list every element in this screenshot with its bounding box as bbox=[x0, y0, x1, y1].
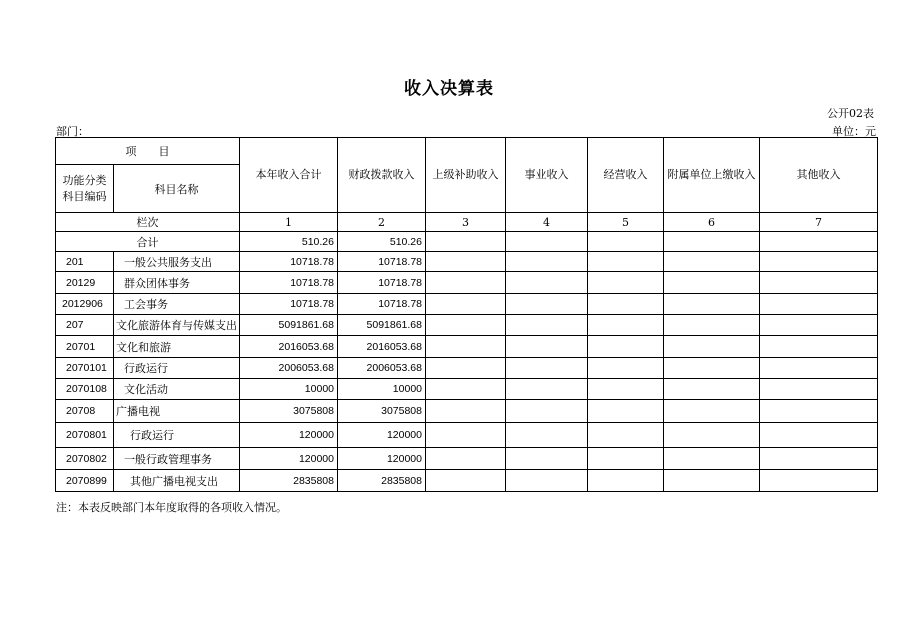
row-code: 207 bbox=[56, 315, 114, 336]
total-value bbox=[588, 232, 664, 252]
row-code: 2070108 bbox=[56, 379, 114, 400]
footnote: 注：本表反映部门本年度取得的各项收入情况。 bbox=[56, 501, 287, 514]
table-row bbox=[56, 336, 878, 358]
row-value bbox=[664, 336, 760, 358]
row-name: 行政运行 bbox=[114, 423, 240, 448]
row-value bbox=[588, 379, 664, 400]
table-row bbox=[56, 379, 878, 400]
lanci-row bbox=[56, 213, 878, 232]
row-value bbox=[664, 252, 760, 272]
row-value bbox=[588, 400, 664, 423]
table-row bbox=[56, 448, 878, 470]
header-col-4: 事业收入 bbox=[506, 138, 588, 213]
table-row bbox=[56, 315, 878, 336]
row-value bbox=[664, 358, 760, 379]
total-value bbox=[426, 232, 506, 252]
row-value bbox=[506, 423, 588, 448]
row-value bbox=[588, 448, 664, 470]
row-value bbox=[760, 252, 878, 272]
header-col-6: 附属单位上缴收入 bbox=[664, 138, 760, 213]
row-value: 120000 bbox=[240, 448, 338, 470]
row-value: 2835808 bbox=[338, 470, 426, 492]
total-value bbox=[664, 232, 760, 252]
table-row bbox=[56, 272, 878, 294]
header-name: 科目名称 bbox=[114, 165, 240, 213]
total-row bbox=[56, 232, 878, 252]
row-value bbox=[664, 423, 760, 448]
row-value bbox=[506, 379, 588, 400]
income-table bbox=[55, 137, 878, 492]
row-code: 2012906 bbox=[56, 294, 114, 315]
row-value bbox=[588, 252, 664, 272]
row-value bbox=[588, 470, 664, 492]
row-value bbox=[426, 336, 506, 358]
row-value bbox=[760, 272, 878, 294]
total-value bbox=[506, 232, 588, 252]
row-value bbox=[426, 448, 506, 470]
table-row bbox=[56, 423, 878, 448]
row-value bbox=[760, 379, 878, 400]
row-name: 群众团体事务 bbox=[114, 272, 240, 294]
col-number: 5 bbox=[588, 213, 664, 232]
table-row bbox=[56, 252, 878, 272]
row-value: 3075808 bbox=[338, 400, 426, 423]
col-number: 2 bbox=[338, 213, 426, 232]
header-item: 项 目 bbox=[56, 138, 240, 165]
header-col-7: 其他收入 bbox=[760, 138, 878, 213]
row-value: 2006053.68 bbox=[338, 358, 426, 379]
table-row bbox=[56, 470, 878, 492]
row-value bbox=[588, 336, 664, 358]
row-code: 2070801 bbox=[56, 423, 114, 448]
row-value bbox=[588, 294, 664, 315]
row-name: 行政运行 bbox=[114, 358, 240, 379]
header-col-1: 本年收入合计 bbox=[240, 138, 338, 213]
row-value bbox=[506, 358, 588, 379]
row-value bbox=[664, 294, 760, 315]
form-number: 公开02表 bbox=[827, 107, 874, 120]
row-value: 120000 bbox=[240, 423, 338, 448]
row-value bbox=[664, 448, 760, 470]
row-code: 2070899 bbox=[56, 470, 114, 492]
col-number: 1 bbox=[240, 213, 338, 232]
row-value: 120000 bbox=[338, 423, 426, 448]
row-value bbox=[664, 272, 760, 294]
row-value bbox=[760, 336, 878, 358]
row-code: 2070101 bbox=[56, 358, 114, 379]
row-name: 工会事务 bbox=[114, 294, 240, 315]
row-value: 10718.78 bbox=[338, 294, 426, 315]
row-code: 20129 bbox=[56, 272, 114, 294]
row-value bbox=[664, 400, 760, 423]
row-value bbox=[588, 272, 664, 294]
row-value: 3075808 bbox=[240, 400, 338, 423]
row-value: 2006053.68 bbox=[240, 358, 338, 379]
page-title: 收入决算表 bbox=[404, 79, 494, 99]
table-row bbox=[56, 400, 878, 423]
row-value: 2016053.68 bbox=[338, 336, 426, 358]
row-value: 5091861.68 bbox=[240, 315, 338, 336]
header-col-3: 上级补助收入 bbox=[426, 138, 506, 213]
row-value bbox=[588, 423, 664, 448]
row-value: 2835808 bbox=[240, 470, 338, 492]
row-value bbox=[426, 294, 506, 315]
row-value bbox=[426, 315, 506, 336]
row-code: 201 bbox=[56, 252, 114, 272]
row-value bbox=[426, 470, 506, 492]
row-value bbox=[760, 358, 878, 379]
row-value bbox=[760, 294, 878, 315]
row-name: 文化活动 bbox=[114, 379, 240, 400]
row-value bbox=[588, 358, 664, 379]
header-code: 功能分类科目编码 bbox=[56, 165, 114, 213]
header-col-5: 经营收入 bbox=[588, 138, 664, 213]
row-name: 文化和旅游 bbox=[114, 336, 240, 358]
unit-label: 单位：元 bbox=[832, 125, 876, 138]
row-value bbox=[664, 470, 760, 492]
row-value: 10718.78 bbox=[240, 252, 338, 272]
total-value: 510.26 bbox=[338, 232, 426, 252]
col-number: 4 bbox=[506, 213, 588, 232]
row-value bbox=[506, 400, 588, 423]
row-name: 一般行政管理事务 bbox=[114, 448, 240, 470]
row-value bbox=[426, 252, 506, 272]
row-value: 5091861.68 bbox=[338, 315, 426, 336]
row-value bbox=[426, 358, 506, 379]
row-name: 文化旅游体育与传媒支出 bbox=[114, 315, 240, 336]
row-code: 20708 bbox=[56, 400, 114, 423]
row-value bbox=[426, 272, 506, 294]
row-value bbox=[588, 315, 664, 336]
row-name: 一般公共服务支出 bbox=[114, 252, 240, 272]
row-value bbox=[760, 315, 878, 336]
row-value bbox=[506, 315, 588, 336]
row-value bbox=[506, 252, 588, 272]
row-value: 120000 bbox=[338, 448, 426, 470]
department-label: 部门： bbox=[56, 125, 89, 138]
row-value bbox=[506, 336, 588, 358]
row-value bbox=[426, 423, 506, 448]
row-value bbox=[664, 379, 760, 400]
row-value bbox=[426, 400, 506, 423]
row-value bbox=[506, 448, 588, 470]
row-value bbox=[506, 470, 588, 492]
total-value: 510.26 bbox=[240, 232, 338, 252]
col-number: 3 bbox=[426, 213, 506, 232]
row-value: 10000 bbox=[338, 379, 426, 400]
lanci-label: 栏次 bbox=[56, 213, 240, 232]
row-value bbox=[760, 448, 878, 470]
row-code: 20701 bbox=[56, 336, 114, 358]
col-number: 6 bbox=[664, 213, 760, 232]
total-label: 合计 bbox=[56, 232, 240, 252]
row-value: 10718.78 bbox=[240, 294, 338, 315]
row-value bbox=[506, 272, 588, 294]
row-value bbox=[664, 315, 760, 336]
row-name: 其他广播电视支出 bbox=[114, 470, 240, 492]
row-value bbox=[760, 423, 878, 448]
row-code: 2070802 bbox=[56, 448, 114, 470]
row-value bbox=[760, 470, 878, 492]
row-value: 10000 bbox=[240, 379, 338, 400]
row-name: 广播电视 bbox=[114, 400, 240, 423]
row-value bbox=[426, 379, 506, 400]
row-value: 10718.78 bbox=[240, 272, 338, 294]
table-row bbox=[56, 294, 878, 315]
row-value: 2016053.68 bbox=[240, 336, 338, 358]
row-value: 10718.78 bbox=[338, 252, 426, 272]
total-value bbox=[760, 232, 878, 252]
table-row bbox=[56, 358, 878, 379]
col-number: 7 bbox=[760, 213, 878, 232]
row-value: 10718.78 bbox=[338, 272, 426, 294]
header-col-2: 财政拨款收入 bbox=[338, 138, 426, 213]
row-value bbox=[506, 294, 588, 315]
row-value bbox=[760, 400, 878, 423]
